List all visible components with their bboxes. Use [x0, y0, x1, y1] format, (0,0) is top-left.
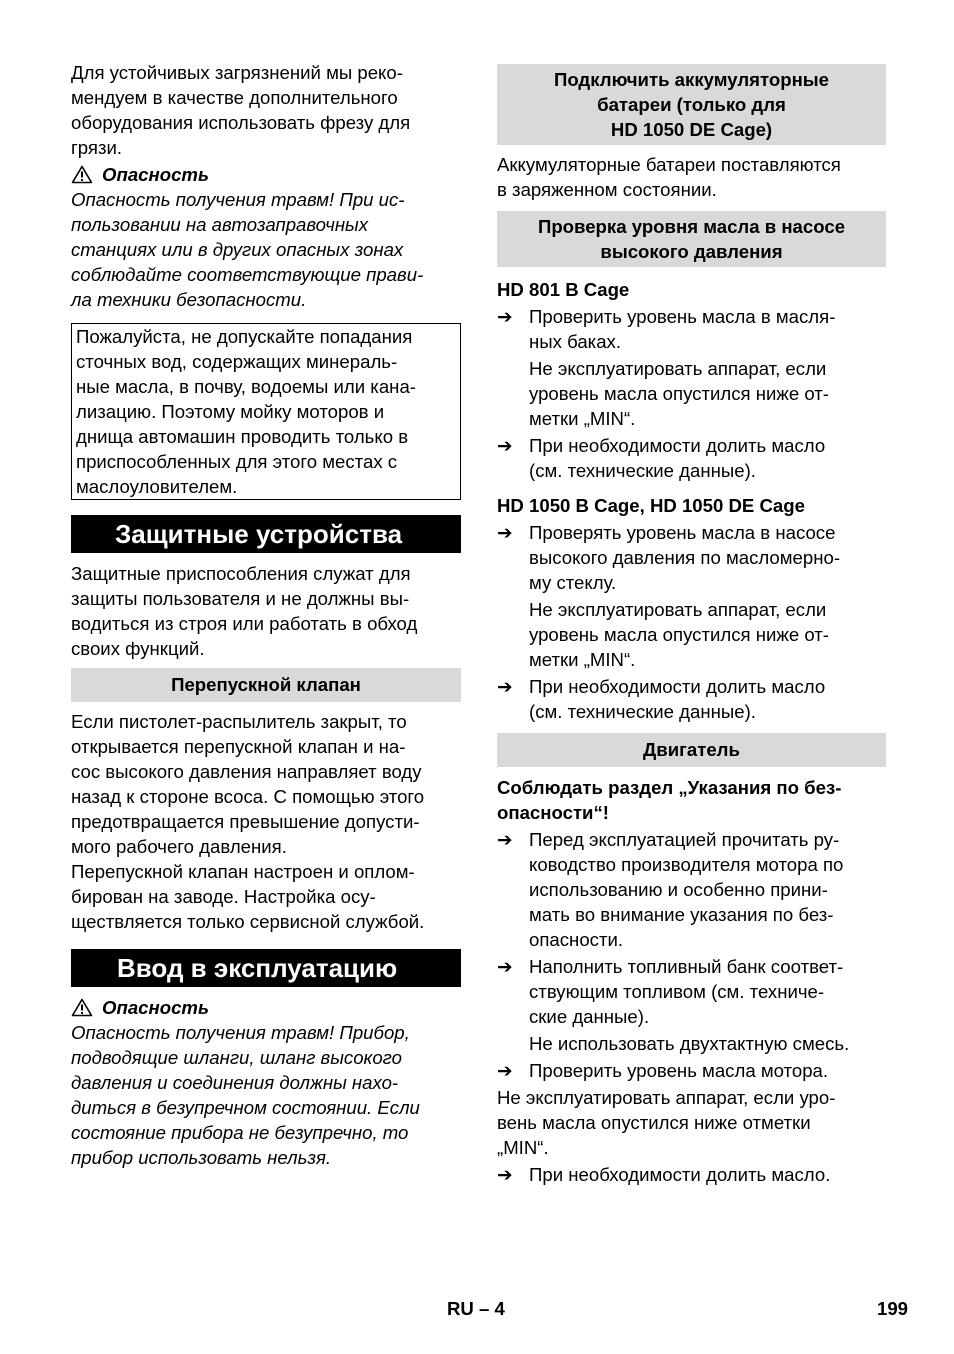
arrow-right-icon: ➔	[497, 1164, 513, 1185]
section-heading-safety: Защитные устройства	[71, 515, 461, 553]
text-line: При необходимости долить масло.	[529, 1164, 831, 1185]
engine-paragraph	[497, 1085, 886, 1160]
text-line: Перед эксплуатацией прочитать ру-	[529, 829, 840, 850]
text-line: ские данные).	[529, 1006, 650, 1027]
bypass-paragraph-1	[71, 709, 461, 859]
warning-triangle-icon	[71, 998, 93, 1017]
arrow-right-icon: ➔	[497, 1060, 513, 1081]
text-line: Проверять уровень масла в насосе	[529, 522, 836, 543]
text-line: в заряженном состоянии.	[497, 179, 717, 200]
section-heading-engine: Двигатель	[497, 733, 886, 767]
text-line: уровень масла опустился ниже от-	[529, 383, 829, 404]
text-line: Опасность получения травм! Прибор,	[71, 1022, 410, 1043]
list-item	[497, 1058, 886, 1083]
text-line: Опасность получения травм! При ис-	[71, 189, 405, 210]
list-note	[497, 597, 886, 672]
text-line: Пожалуйста, не допускайте попадания	[76, 326, 413, 347]
list-item	[497, 1162, 886, 1187]
list-item	[497, 674, 886, 724]
text-line: давления и соединения должны нахо-	[71, 1072, 399, 1093]
warning-text	[71, 187, 461, 312]
text-line: оборудования использовать фрезу для	[71, 112, 411, 133]
list-item	[497, 520, 886, 595]
text-line: приспособленных для этого местах с	[76, 451, 398, 472]
text-line: (см. технические данные).	[529, 460, 756, 481]
text-line: уровень масла опустился ниже от-	[529, 624, 829, 645]
text-line: му стеклу.	[529, 572, 617, 593]
page-number: 199	[877, 1298, 909, 1319]
list-note	[497, 1031, 886, 1056]
text-line: мого рабочего давления.	[71, 836, 287, 857]
text-line: соблюдайте соответствующие прави-	[71, 264, 424, 285]
text-line: Для устойчивых загрязнений мы реко-	[71, 62, 403, 83]
warning-title-2: Опасность	[102, 997, 210, 1018]
model-heading-hd1050: HD 1050 B Cage, HD 1050 DE Cage	[497, 495, 805, 516]
text-line: ществляется только сервисной службой.	[71, 911, 425, 932]
text-line: Соблюдать раздел „Указания по без-	[497, 777, 842, 798]
text-line: При необходимости долить масло	[529, 676, 826, 697]
section-heading-battery	[497, 64, 886, 145]
bypass-paragraph-2	[71, 859, 461, 934]
text-line: сос высокого давления направляет воду	[71, 761, 422, 782]
text-line: состояние прибора не безупречно, то	[71, 1122, 409, 1143]
section-heading-oil-check	[497, 211, 886, 267]
text-line: При необходимости долить масло	[529, 435, 826, 456]
text-line: своих функций.	[71, 638, 205, 659]
notice-box	[71, 323, 461, 500]
text-line: ствующим топливом (см. техниче-	[529, 981, 825, 1002]
warning-title: Опасность	[102, 164, 210, 185]
subsection-heading-bypass-valve: Перепускной клапан	[71, 668, 461, 702]
intro-paragraph	[71, 60, 461, 160]
text-line: открывается перепускной клапан и на-	[71, 736, 406, 757]
text-line: ные масла, в почву, водоемы или кана-	[76, 376, 416, 397]
text-line: Проверить уровень масла в масля-	[529, 306, 836, 327]
text-line: метки „MIN“.	[529, 649, 636, 670]
warning-triangle-icon	[71, 165, 93, 184]
arrow-right-icon: ➔	[497, 956, 513, 977]
text-line: метки „MIN“.	[529, 408, 636, 429]
text-line: Не эксплуатировать аппарат, если уро-	[497, 1087, 836, 1108]
text-line: предотвращается превышение допусти-	[71, 811, 420, 832]
text-line: батареи (только для	[597, 94, 786, 115]
text-line: станциях или в других опасных зонах	[71, 239, 404, 260]
text-line: (см. технические данные).	[529, 701, 756, 722]
text-line: высокого давления	[600, 241, 783, 262]
text-line: высокого давления по масломерно-	[529, 547, 841, 568]
text-line: Не эксплуатировать аппарат, если	[529, 358, 827, 379]
text-line: защиты пользователя и не должны вы-	[71, 588, 410, 609]
arrow-right-icon: ➔	[497, 676, 513, 697]
text-line: Подключить аккумуляторные	[553, 69, 830, 90]
battery-paragraph	[497, 152, 886, 202]
text-line: прибор использовать нельзя.	[71, 1147, 332, 1168]
warning-text-2	[71, 1020, 461, 1170]
right-column	[497, 60, 886, 1187]
text-line: Проверить уровень масла мотора.	[529, 1060, 829, 1081]
text-line: грязи.	[71, 137, 123, 158]
text-line: мать во внимание указания по без-	[529, 904, 834, 925]
text-line: Проверка уровня масла в насосе	[537, 216, 846, 237]
list-item	[497, 954, 886, 1029]
text-line: бирован на заводе. Настройка осу-	[71, 886, 376, 907]
left-column	[71, 60, 461, 1170]
text-line: водиться из строя или работать в обход	[71, 613, 418, 634]
text-line: диться в безупречном состоянии. Если	[71, 1097, 420, 1118]
text-line: Аккумуляторные батареи поставляются	[497, 154, 841, 175]
section-heading-startup: Ввод в эксплуатацию	[71, 949, 461, 987]
text-line: опасности.	[529, 929, 624, 950]
text-line: Защитные приспособления служат для	[71, 563, 411, 584]
model-heading-hd801: HD 801 B Cage	[497, 279, 630, 300]
text-line: днища автомашин проводить только в	[76, 426, 409, 447]
text-line: HD 1050 DE Cage)	[610, 119, 773, 140]
footer-section-label: RU – 4	[447, 1298, 505, 1319]
text-line: Не использовать двухтактную смесь.	[529, 1033, 850, 1054]
warning-heading-2	[71, 995, 461, 1020]
text-line: ных баках.	[529, 331, 622, 352]
text-line: ководство производителя мотора по	[529, 854, 844, 875]
list-item	[497, 304, 886, 354]
text-line: маслоуловителем.	[76, 476, 238, 497]
text-line: сточных вод, содержащих минераль-	[76, 351, 398, 372]
safety-paragraph	[71, 561, 461, 661]
list-item	[497, 827, 886, 952]
text-line: Наполнить топливный банк соответ-	[529, 956, 844, 977]
arrow-right-icon: ➔	[497, 435, 513, 456]
warning-heading	[71, 162, 461, 187]
arrow-right-icon: ➔	[497, 522, 513, 543]
text-line: лизацию. Поэтому мойку моторов и	[76, 401, 385, 422]
list-note	[497, 356, 886, 431]
arrow-right-icon: ➔	[497, 306, 513, 327]
text-line: мендуем в качестве дополнительного	[71, 87, 398, 108]
text-line: „MIN“.	[497, 1137, 549, 1158]
text-line: ла техники безопасности.	[71, 289, 307, 310]
list-item	[497, 433, 886, 483]
text-line: Не эксплуатировать аппарат, если	[529, 599, 827, 620]
text-line: подводящие шланги, шланг высокого	[71, 1047, 402, 1068]
arrow-right-icon: ➔	[497, 829, 513, 850]
text-line: назад к стороне всоса. С помощью этого	[71, 786, 425, 807]
text-line: опасности“!	[497, 802, 609, 823]
text-line: Перепускной клапан настроен и оплом-	[71, 861, 415, 882]
text-line: пользовании на автозаправочных	[71, 214, 369, 235]
text-line: Если пистолет-распылитель закрыт, то	[71, 711, 407, 732]
text-line: вень масла опустился ниже отметки	[497, 1112, 811, 1133]
text-line: использованию и особенно прини-	[529, 879, 828, 900]
engine-subheading	[497, 775, 886, 825]
